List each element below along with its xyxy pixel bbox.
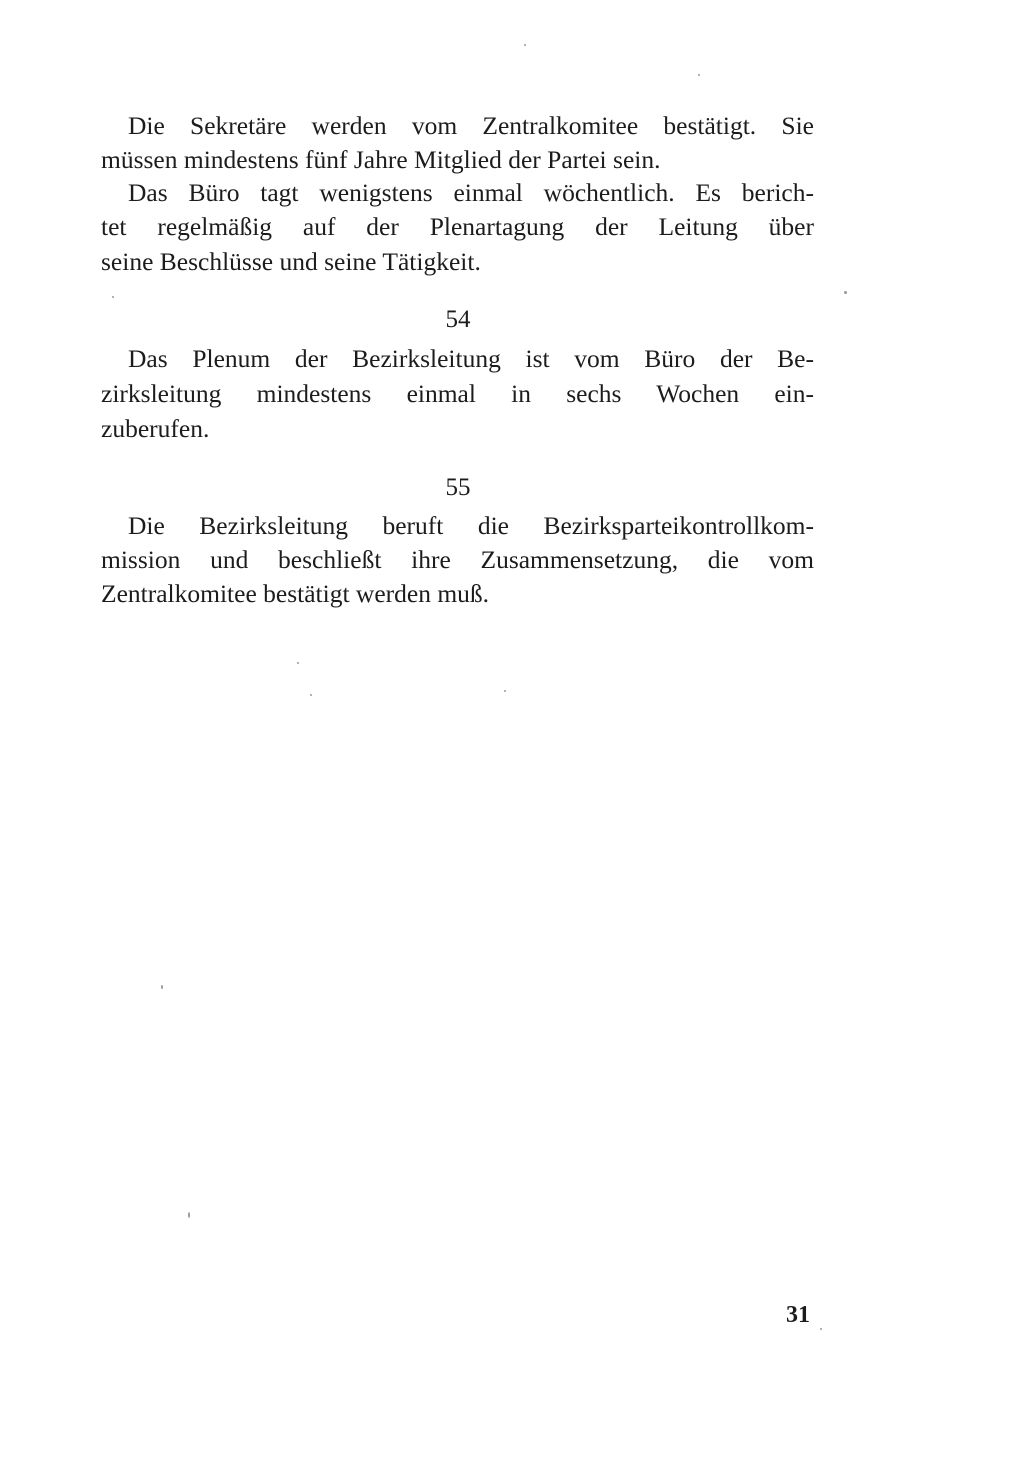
paragraph-line: Zentralkomitee bestätigt werden muß. [101, 579, 490, 608]
scan-speck [297, 662, 299, 664]
section-number: 54 [445, 306, 471, 333]
paragraph-line: zirksleitung mindestens einmal in sechs Wochen ein- [101, 379, 814, 408]
scan-speck [188, 1212, 190, 1218]
scan-speck [844, 291, 847, 294]
scan-speck [820, 1328, 822, 1330]
page-number: 31 [786, 1302, 810, 1328]
paragraph-line: müssen mindestens fünf Jahre Mitglied der Partei sein. [101, 145, 661, 174]
scan-speck [698, 74, 700, 76]
section-number: 55 [445, 474, 471, 501]
paragraph-line: seine Beschlüsse und seine Tätigkeit. [101, 247, 481, 276]
paragraph-line: tet regelmäßig auf der Plenartagung der Leitung über [101, 212, 814, 241]
scan-speck [112, 296, 114, 298]
paragraph-line: Das Plenum der Bezirksleitung ist vom Büro der Be- [128, 344, 814, 373]
paragraph-line: mission und beschließt ihre Zusammensetzung, die vom [101, 545, 814, 574]
paragraph-line: Das Büro tagt wenigstens einmal wöchentlich. Es berich- [128, 178, 814, 207]
paragraph-line: Die Sekretäre werden vom Zentralkomitee bestätigt. Sie [128, 111, 814, 140]
scan-speck [310, 694, 312, 696]
scan-speck [161, 985, 163, 989]
scan-speck [524, 44, 526, 46]
paragraph-line: zuberufen. [101, 414, 210, 443]
scan-speck [504, 690, 506, 692]
paragraph-line: Die Bezirksleitung beruft die Bezirksparteikontrollkom- [128, 511, 814, 540]
